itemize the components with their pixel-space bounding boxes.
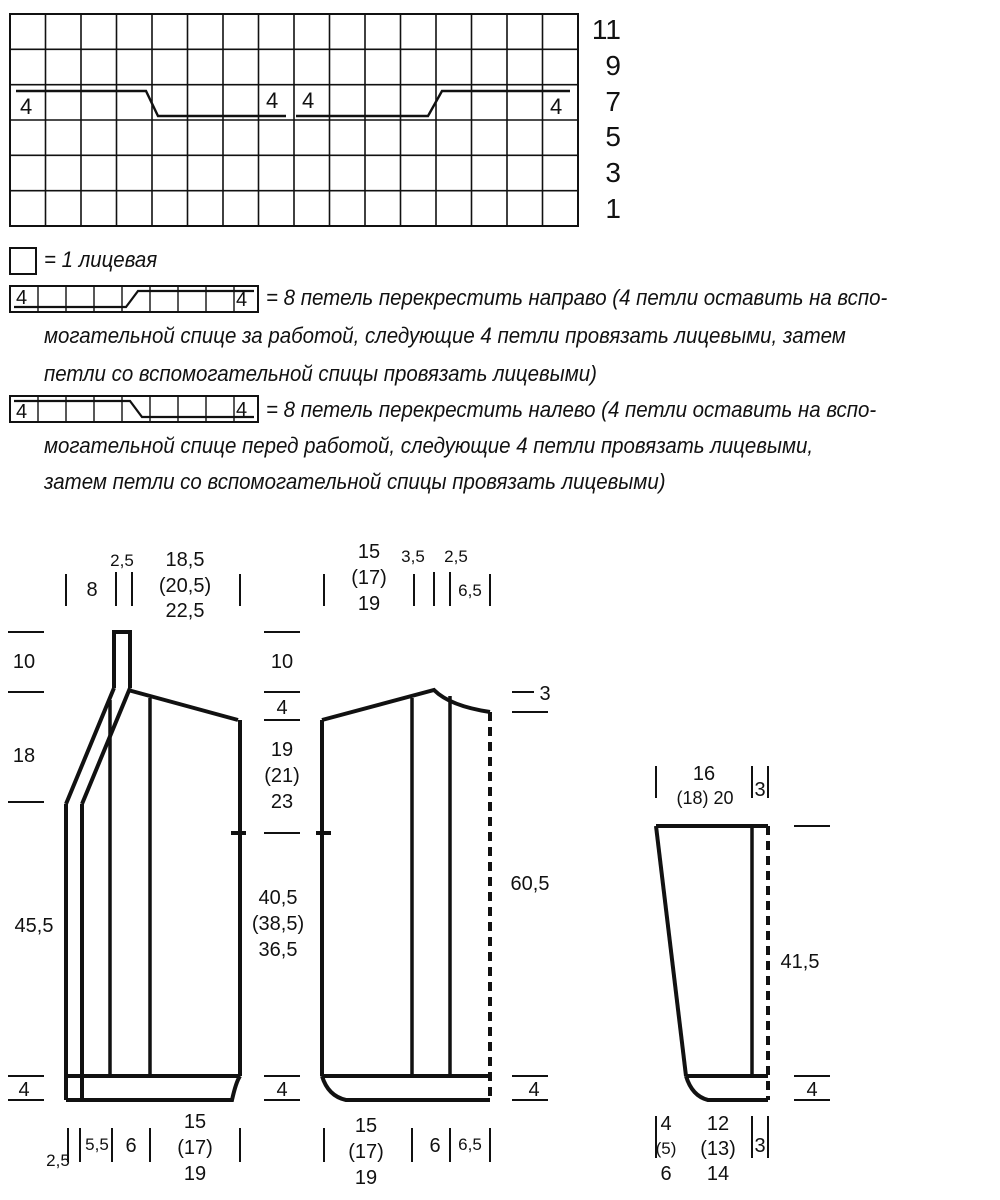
back-top-25: 2,5 bbox=[444, 547, 468, 566]
front-bottom-width-1: 15 bbox=[183, 1111, 207, 1133]
front-left-rib: 4 bbox=[18, 1079, 30, 1101]
back-right-3: 3 bbox=[539, 683, 551, 705]
front-collar-height: 10 bbox=[12, 651, 36, 673]
front-piece-schematic bbox=[66, 632, 246, 1100]
cable-label-3: 4 bbox=[302, 88, 315, 113]
sleeve-bottom-width-1: 12 bbox=[706, 1113, 730, 1135]
front-top-band: 2,5 bbox=[110, 551, 134, 570]
sleeve-top-3: 3 bbox=[754, 779, 766, 801]
front-right-collar: 10 bbox=[270, 651, 294, 673]
row-number: 11 bbox=[591, 14, 621, 45]
front-length: 45,5 bbox=[14, 915, 54, 937]
sleeve-bottom-3: 3 bbox=[754, 1135, 766, 1157]
row-number: 1 bbox=[605, 193, 621, 224]
sleeve-top-sizes: (18) 20 bbox=[676, 788, 734, 808]
back-bottom-6: 6 bbox=[429, 1135, 441, 1157]
cross-left-label-right: 4 bbox=[236, 399, 248, 421]
cross-left-symbol bbox=[10, 396, 258, 422]
cable-label-4: 4 bbox=[550, 94, 563, 119]
legend-knit-text: = 1 лицевая bbox=[44, 247, 158, 272]
front-right-rib: 4 bbox=[276, 1079, 288, 1101]
front-bottom-width-2: (17) bbox=[177, 1137, 213, 1159]
back-top-width-1: 15 bbox=[357, 541, 381, 563]
legend-cross-right-line-3: петли со вспомогательной спицы провязать лицевыми) bbox=[44, 361, 597, 386]
legend-cross-left-line-1: = 8 петель перекрестить налево (4 петли оставить на вспо- bbox=[266, 397, 877, 422]
front-top-shoulder-2: (20,5) bbox=[158, 575, 212, 597]
front-dimension-labels bbox=[13, 549, 304, 1185]
sleeve-bottom-left-1: 4 bbox=[660, 1113, 672, 1135]
sleeve-length: 41,5 bbox=[780, 951, 820, 973]
back-top-width-3: 19 bbox=[357, 593, 381, 615]
front-neck-height: 18 bbox=[12, 745, 36, 767]
cable-label-1: 4 bbox=[20, 94, 33, 119]
cross-right-label-right: 4 bbox=[236, 289, 248, 311]
sleeve-bottom-width-3: 14 bbox=[706, 1163, 730, 1185]
sleeve-top-width: 16 bbox=[692, 763, 716, 785]
cable-cross-left-line bbox=[296, 91, 570, 116]
back-top-35: 3,5 bbox=[401, 547, 425, 566]
cross-left-label-left: 4 bbox=[16, 401, 28, 423]
legend-cross-right-line-1: = 8 петель перекрестить направо (4 петли оставить на вспо- bbox=[266, 285, 888, 310]
front-body-1: 40,5 bbox=[258, 887, 298, 909]
cable-label-2: 4 bbox=[266, 88, 279, 113]
sleeve-rib: 4 bbox=[806, 1079, 818, 1101]
row-number: 9 bbox=[605, 50, 621, 81]
cable-cross-right-line bbox=[16, 91, 286, 116]
row-number: 5 bbox=[605, 121, 621, 152]
cross-right-symbol bbox=[10, 286, 258, 312]
sleeve-bottom-left-2: (5) bbox=[655, 1139, 677, 1158]
front-shoulder-drop: 4 bbox=[276, 697, 288, 719]
back-top-65: 6,5 bbox=[458, 581, 482, 600]
front-body-3: 36,5 bbox=[258, 939, 298, 961]
cross-right-label-left: 4 bbox=[16, 287, 28, 309]
back-bottom-width-1: 15 bbox=[354, 1115, 378, 1137]
legend-cross-left-line-2: могательной спице перед работой, следующие 4 петли провязать лицевыми, bbox=[44, 433, 814, 458]
chart-grid bbox=[10, 14, 578, 226]
back-bottom-width-3: 19 bbox=[354, 1167, 378, 1189]
front-bottom-band: 2,5 bbox=[46, 1151, 70, 1170]
front-top-shoulder-1: 18,5 bbox=[165, 549, 205, 571]
legend-cross-left-line-3: затем петли со вспомогательной спицы провязать лицевыми) bbox=[44, 469, 666, 494]
back-bottom-width-2: (17) bbox=[348, 1141, 384, 1163]
back-right-rib: 4 bbox=[528, 1079, 540, 1101]
front-bottom-6: 6 bbox=[125, 1135, 137, 1157]
chart-cable-labels bbox=[20, 88, 562, 119]
front-armhole-3: 23 bbox=[270, 791, 294, 813]
sleeve-schematic bbox=[656, 826, 768, 1100]
knit-stitch-symbol bbox=[10, 248, 36, 274]
back-piece-schematic bbox=[316, 690, 490, 1100]
front-bottom-5: 5,5 bbox=[85, 1135, 109, 1154]
row-number: 3 bbox=[605, 157, 621, 188]
front-armhole-1: 19 bbox=[270, 739, 294, 761]
row-number: 7 bbox=[605, 86, 621, 117]
back-top-width-2: (17) bbox=[351, 567, 387, 589]
front-body-2: (38,5) bbox=[251, 913, 305, 935]
front-top-collar: 8 bbox=[86, 579, 98, 601]
back-bottom-65: 6,5 bbox=[458, 1135, 482, 1154]
front-top-shoulder-3: 22,5 bbox=[165, 600, 205, 622]
back-length: 60,5 bbox=[510, 873, 550, 895]
sleeve-bottom-left-3: 6 bbox=[660, 1163, 672, 1185]
sleeve-bottom-width-2: (13) bbox=[700, 1138, 736, 1160]
front-bottom-width-3: 19 bbox=[183, 1163, 207, 1185]
front-armhole-2: (21) bbox=[264, 765, 300, 787]
legend-cross-right-line-2: могательной спице за работой, следующие 4 петли провязать лицевыми, затем bbox=[44, 323, 846, 348]
cable-chart bbox=[10, 14, 578, 226]
chart-row-numbers bbox=[592, 14, 621, 224]
